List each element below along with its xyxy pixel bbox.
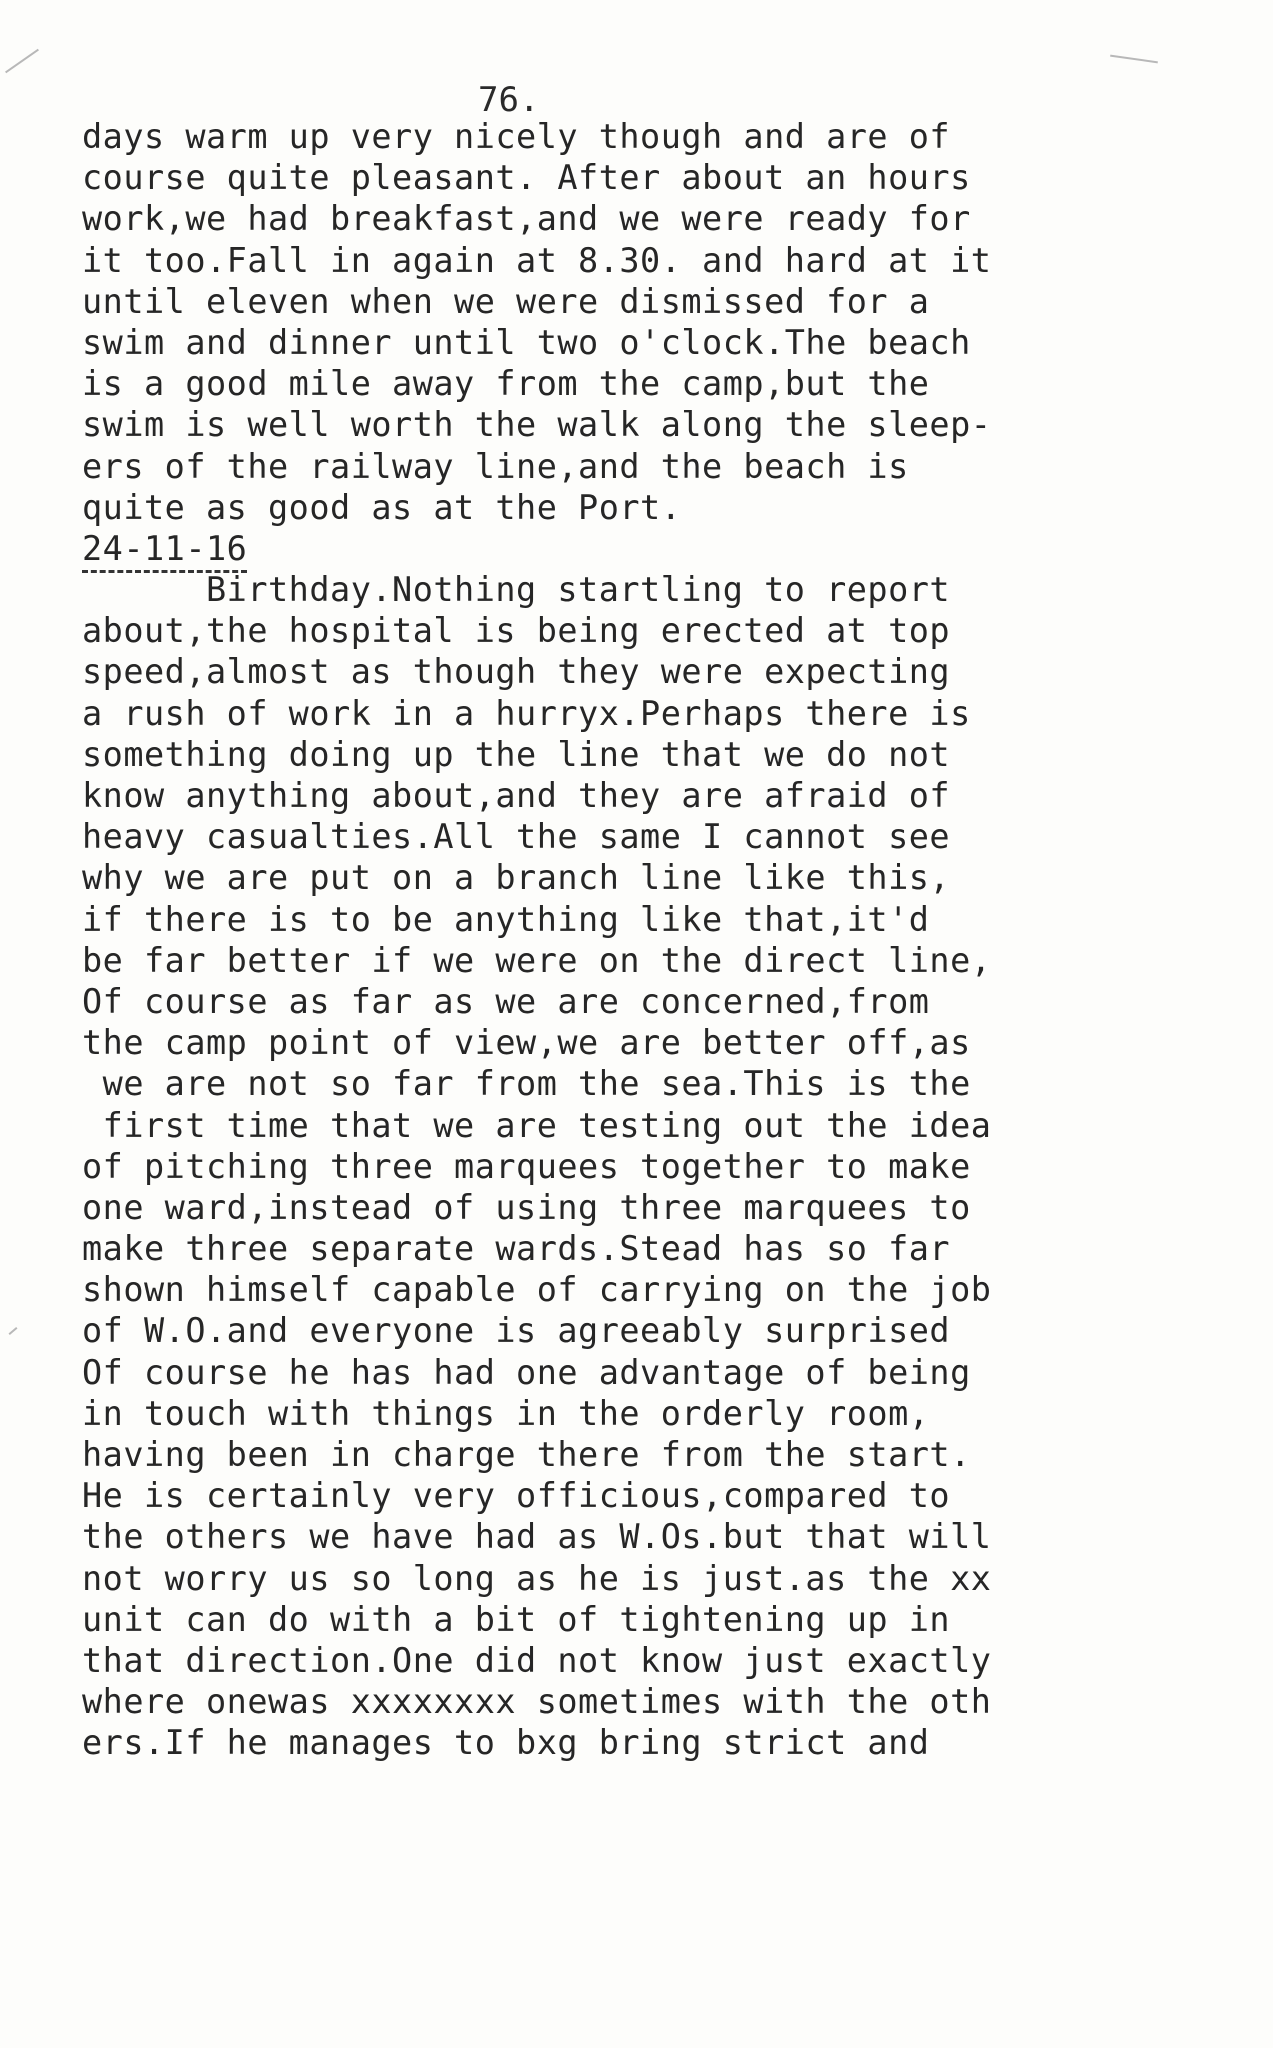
paper-edge-mark <box>9 1327 18 1335</box>
text-line: in touch with things in the orderly room, <box>82 1393 930 1433</box>
text-line: ers of the railway line,and the beach is <box>82 446 909 486</box>
text-line: Of course as far as we are concerned,from <box>82 981 930 1021</box>
text-line: of pitching three marquees together to make <box>82 1146 971 1186</box>
entry-date-text: 24-11-16 <box>82 529 247 573</box>
text-line: not worry us so long as he is just.as the xx <box>82 1558 992 1598</box>
text-line: where onewas xxxxxxxx sometimes with the oth <box>82 1682 992 1722</box>
text-line: make three separate wards.Stead has so far <box>82 1229 951 1269</box>
text-line: swim is well worth the walk along the sleep- <box>82 405 992 445</box>
paper-edge-mark <box>1110 55 1158 64</box>
text-line: about,the hospital is being erected at top <box>82 611 951 651</box>
text-line: one ward,instead of using three marquees to <box>82 1187 971 1227</box>
text-line: why we are put on a branch line like this, <box>82 858 951 898</box>
text-line: be far better if we were on the direct line, <box>82 940 992 980</box>
text-line: quite as good as at the Port. <box>82 487 682 527</box>
text-line: that direction.One did not know just exactly <box>82 1640 992 1680</box>
text-line: course quite pleasant. After about an hours <box>82 158 971 198</box>
text-line: first time that we are testing out the idea <box>82 1105 992 1145</box>
text-line: if there is to be anything like that,it'd <box>82 899 930 939</box>
text-line: of W.O.and everyone is agreeably surprised <box>82 1311 951 1351</box>
text-line: Birthday.Nothing startling to report <box>82 570 951 610</box>
text-line: is a good mile away from the camp,but the <box>82 364 930 404</box>
text-line: a rush of work in a hurryx.Perhaps there is <box>82 693 971 733</box>
text-line: days warm up very nicely though and are of <box>82 117 951 156</box>
text-line: the others we have had as W.Os.but that will <box>82 1517 992 1557</box>
entry-date <box>82 528 1202 569</box>
paper-edge-mark <box>5 49 39 74</box>
text-line: ers.If he manages to bxg bring strict and <box>82 1723 930 1763</box>
text-line: Of course he has had one advantage of being <box>82 1352 971 1392</box>
text-line: He is certainly very officious,compared to <box>82 1476 951 1516</box>
text-line: until eleven when we were dismissed for a <box>82 281 930 321</box>
text-line: heavy casualties.All the same I cannot see <box>82 817 951 857</box>
text-line: shown himself capable of carrying on the job <box>82 1270 992 1310</box>
text-line: swim and dinner until two o'clock.The beach <box>82 322 971 362</box>
text-line: something doing up the line that we do not <box>82 734 951 774</box>
text-line: work,we had breakfast,and we were ready for <box>82 199 971 239</box>
text-line: speed,almost as though they were expecting <box>82 652 951 692</box>
text-line: we are not so far from the sea.This is the <box>82 1064 971 1104</box>
text-line: the camp point of view,we are better off,as <box>82 1023 971 1063</box>
text-line: know anything about,and they are afraid of <box>82 776 951 815</box>
page-number: 76. <box>478 80 540 120</box>
text-line: having been in charge there from the start. <box>82 1435 971 1474</box>
text-line: it too.Fall in again at 8.30. and hard at it <box>82 240 992 280</box>
text-line: unit can do with a bit of tightening up in <box>82 1599 951 1639</box>
typescript-body <box>82 116 1202 1764</box>
